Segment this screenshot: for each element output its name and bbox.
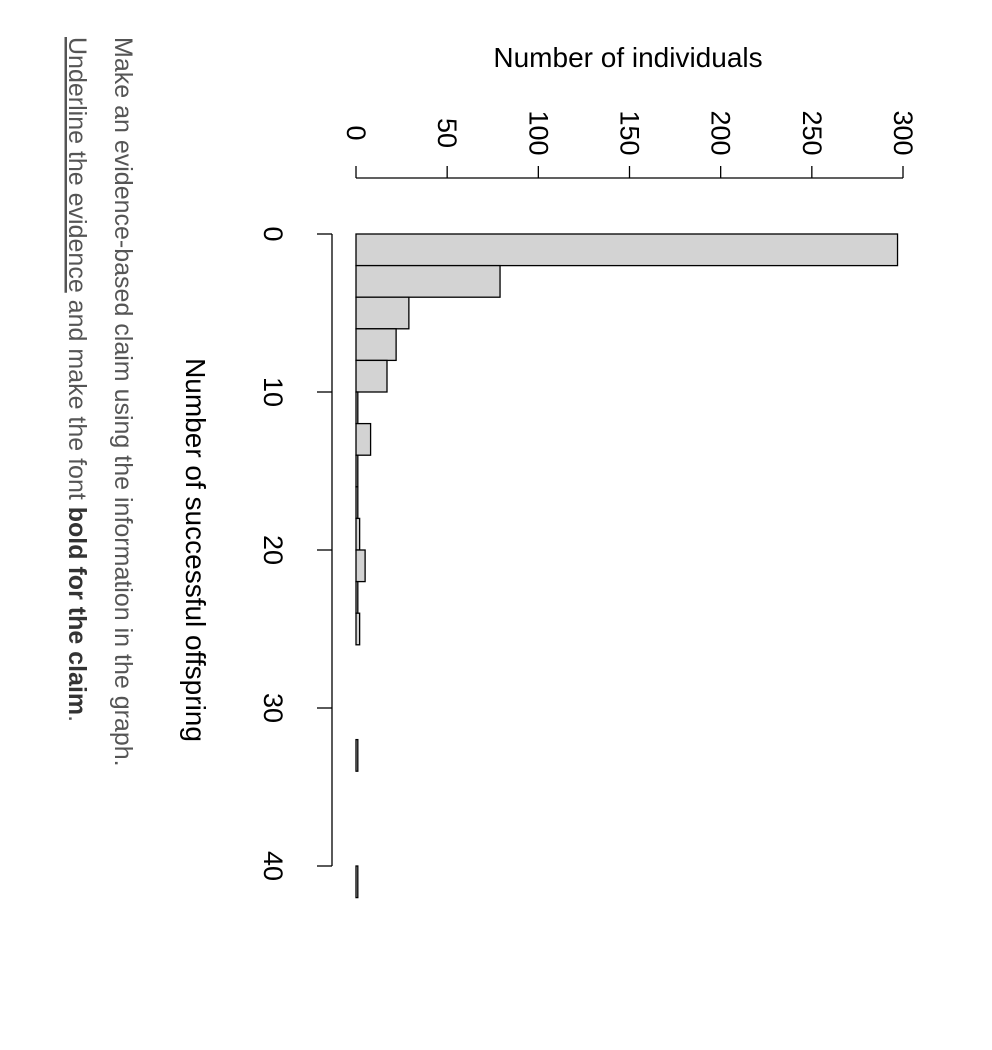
underline-evidence-text: Underline the evidence	[63, 37, 91, 293]
histogram-bar-32-34	[356, 740, 358, 772]
histogram-bar-22-24	[356, 582, 358, 614]
histogram-bar-10-12	[356, 392, 358, 424]
offspring-axis-tick-label-20: 20	[258, 534, 288, 566]
count-axis-tick-label-150: 150	[614, 110, 645, 156]
histogram-bar-24-26	[356, 613, 360, 645]
count-axis-title: Number of individuals	[493, 42, 763, 73]
count-axis-tick-label-50: 50	[432, 117, 463, 149]
histogram-bar-14-16	[356, 455, 358, 487]
histogram-bar-18-20	[356, 518, 360, 550]
histogram-bar-6-8	[356, 329, 396, 361]
histogram-bar-2-4	[356, 266, 500, 298]
count-axis-tick-label-0: 0	[341, 125, 371, 141]
offspring-axis-tick-label-10: 10	[258, 376, 288, 408]
count-axis-tick-label-300: 300	[888, 110, 918, 156]
offspring-axis-title: Number of successful offspring	[180, 358, 211, 742]
count-axis-tick-label-200: 200	[705, 110, 736, 156]
histogram-bar-4-6	[356, 297, 409, 329]
count-axis-tick-label-100: 100	[523, 110, 554, 156]
histogram-bar-0-2	[356, 234, 898, 266]
histogram-bar-40-42	[356, 866, 358, 898]
instruction-line-2	[63, 37, 91, 722]
histogram-bar-16-18	[356, 487, 358, 519]
count-axis-tick-label-250: 250	[796, 110, 827, 156]
bold-claim-text: bold for the claim	[63, 506, 91, 716]
plot-area	[258, 110, 918, 897]
histogram-bar-8-10	[356, 360, 387, 392]
offspring-axis-tick-label-30: 30	[258, 692, 288, 724]
offspring-axis-tick-label-0: 0	[258, 226, 288, 242]
instruction-middle-text: and make the font	[63, 292, 91, 507]
offspring-axis-tick-label-40: 40	[258, 850, 288, 882]
instruction-line-1: Make an evidence-based claim using the information in the graph.	[109, 37, 137, 767]
histogram-bar-20-22	[356, 550, 365, 582]
histogram-bar-12-14	[356, 424, 371, 456]
instruction-end-text: .	[63, 715, 91, 723]
